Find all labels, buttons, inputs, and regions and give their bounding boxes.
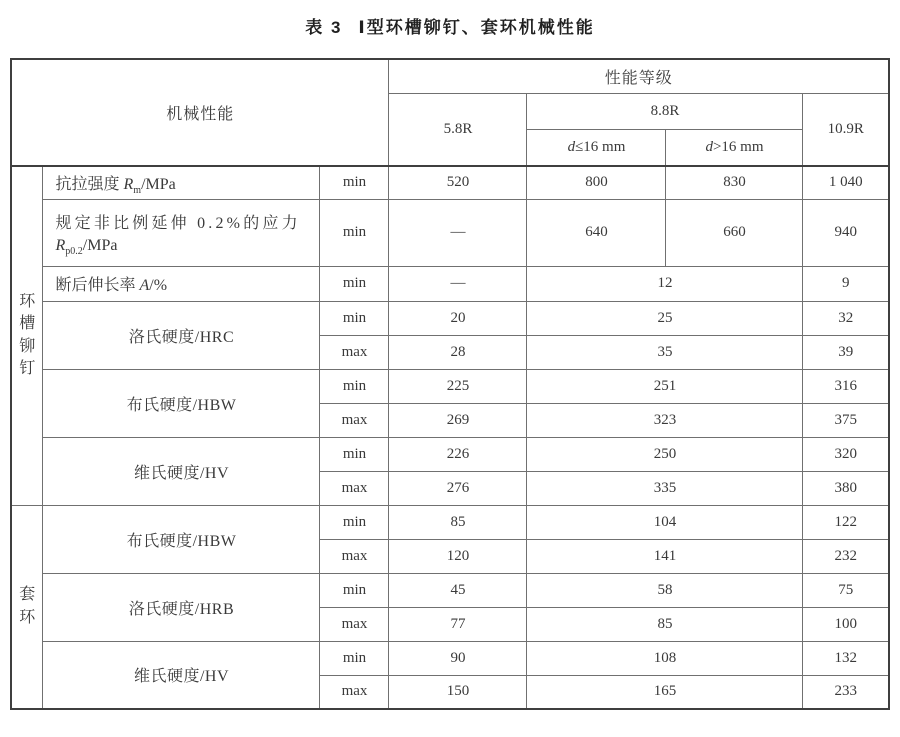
- symbol-sub: p0.2: [65, 246, 83, 258]
- value-cell: 75: [803, 573, 889, 607]
- value-cell: 122: [803, 505, 889, 539]
- section-rivet: [11, 166, 43, 505]
- value-cell: 32: [803, 301, 889, 335]
- property-elongation: [43, 266, 320, 301]
- value-cell: 120: [389, 539, 527, 573]
- label-part: 规定非比例延伸 0.2%的应力: [55, 215, 301, 232]
- value-cell: 39: [803, 335, 889, 369]
- d-symbol: d: [567, 138, 576, 155]
- d-symbol: d: [705, 138, 713, 155]
- value-cell: 20: [389, 301, 527, 335]
- value-cell: 375: [803, 403, 889, 437]
- value-cell: 12: [527, 266, 803, 301]
- limit-cell: min: [320, 266, 389, 301]
- value-cell: 25: [527, 301, 803, 335]
- value-cell: 320: [803, 437, 889, 471]
- limit-cell: min: [320, 641, 389, 675]
- table-number: 表 3: [305, 18, 343, 37]
- value-cell: 9: [803, 266, 889, 301]
- value-cell: 940: [803, 199, 889, 266]
- label-part: /%: [149, 277, 168, 294]
- value-cell: 58: [527, 573, 803, 607]
- value-cell: 77: [389, 607, 527, 641]
- limit-cell: max: [320, 403, 389, 437]
- value-cell: 85: [527, 607, 803, 641]
- property-rivet-hbw: 布氏硬度/HBW: [43, 369, 320, 437]
- d-gt-16-text: >16 mm: [712, 138, 764, 155]
- header-mechanical-properties: 机械性能: [11, 59, 389, 166]
- value-cell: 132: [803, 641, 889, 675]
- property-proof-stress: [43, 199, 320, 266]
- table-title-text: Ⅰ型环槽铆钉、套环机械性能: [358, 18, 595, 37]
- value-cell: 380: [803, 471, 889, 505]
- value-cell: 225: [389, 369, 527, 403]
- value-cell: 660: [666, 199, 803, 266]
- limit-cell: max: [320, 335, 389, 369]
- symbol-sub: m: [133, 185, 142, 197]
- label-part: /MPa: [141, 176, 176, 194]
- property-tensile-strength: [43, 166, 320, 199]
- value-cell: —: [389, 266, 527, 301]
- symbol-rm: R: [123, 176, 134, 194]
- limit-cell: min: [320, 437, 389, 471]
- label-part: [55, 237, 309, 258]
- section-rivet-label: 环槽铆钉: [19, 292, 36, 378]
- value-cell: 104: [527, 505, 803, 539]
- symbol-rp02: R: [55, 237, 66, 254]
- property-rivet-hrc: 洛氏硬度/HRC: [43, 301, 320, 369]
- value-cell: 250: [527, 437, 803, 471]
- value-cell: 100: [803, 607, 889, 641]
- value-cell: 85: [389, 505, 527, 539]
- header-grade-8-8r: 8.8R: [527, 93, 803, 129]
- value-cell: —: [389, 199, 527, 266]
- limit-cell: min: [320, 505, 389, 539]
- section-collar: [11, 505, 43, 709]
- limit-cell: min: [320, 301, 389, 335]
- value-cell: 233: [803, 675, 889, 709]
- value-cell: 232: [803, 539, 889, 573]
- property-collar-hv: 维氏硬度/HV: [43, 641, 320, 709]
- limit-cell: min: [320, 199, 389, 266]
- value-cell: 640: [527, 199, 666, 266]
- header-grade-10-9r: 10.9R: [803, 93, 889, 166]
- limit-cell: max: [320, 607, 389, 641]
- value-cell: 276: [389, 471, 527, 505]
- value-cell: 323: [527, 403, 803, 437]
- table-caption: [0, 0, 900, 38]
- label-part: 断后伸长率: [55, 277, 140, 294]
- symbol-a: A: [139, 277, 150, 294]
- value-cell: 830: [666, 166, 803, 199]
- label-part: /MPa: [82, 237, 118, 254]
- value-cell: 28: [389, 335, 527, 369]
- limit-cell: max: [320, 471, 389, 505]
- label-part: 抗拉强度: [55, 176, 124, 194]
- header-d-gt-16: [666, 129, 803, 166]
- header-grade-5-8r: 5.8R: [389, 93, 527, 166]
- limit-cell: min: [320, 573, 389, 607]
- limit-cell: min: [320, 369, 389, 403]
- value-cell: 1 040: [803, 166, 889, 199]
- value-cell: 316: [803, 369, 889, 403]
- limit-cell: max: [320, 539, 389, 573]
- property-collar-hbw: 布氏硬度/HBW: [43, 505, 320, 573]
- value-cell: 520: [389, 166, 527, 199]
- property-collar-hrb: 洛氏硬度/HRB: [43, 573, 320, 641]
- value-cell: 150: [389, 675, 527, 709]
- value-cell: 90: [389, 641, 527, 675]
- value-cell: 251: [527, 369, 803, 403]
- value-cell: 800: [527, 166, 666, 199]
- value-cell: 35: [527, 335, 803, 369]
- section-collar-label: 套环: [19, 586, 36, 626]
- value-cell: 226: [389, 437, 527, 471]
- mechanical-properties-table: [10, 58, 890, 710]
- d-le-16-text: ≤16 mm: [575, 138, 626, 155]
- header-d-le-16: [527, 129, 666, 166]
- header-performance-grade: 性能等级: [389, 59, 889, 93]
- value-cell: 269: [389, 403, 527, 437]
- value-cell: 45: [389, 573, 527, 607]
- property-rivet-hv: 维氏硬度/HV: [43, 437, 320, 505]
- value-cell: 108: [527, 641, 803, 675]
- value-cell: 141: [527, 539, 803, 573]
- value-cell: 165: [527, 675, 803, 709]
- limit-cell: min: [320, 166, 389, 199]
- value-cell: 335: [527, 471, 803, 505]
- limit-cell: max: [320, 675, 389, 709]
